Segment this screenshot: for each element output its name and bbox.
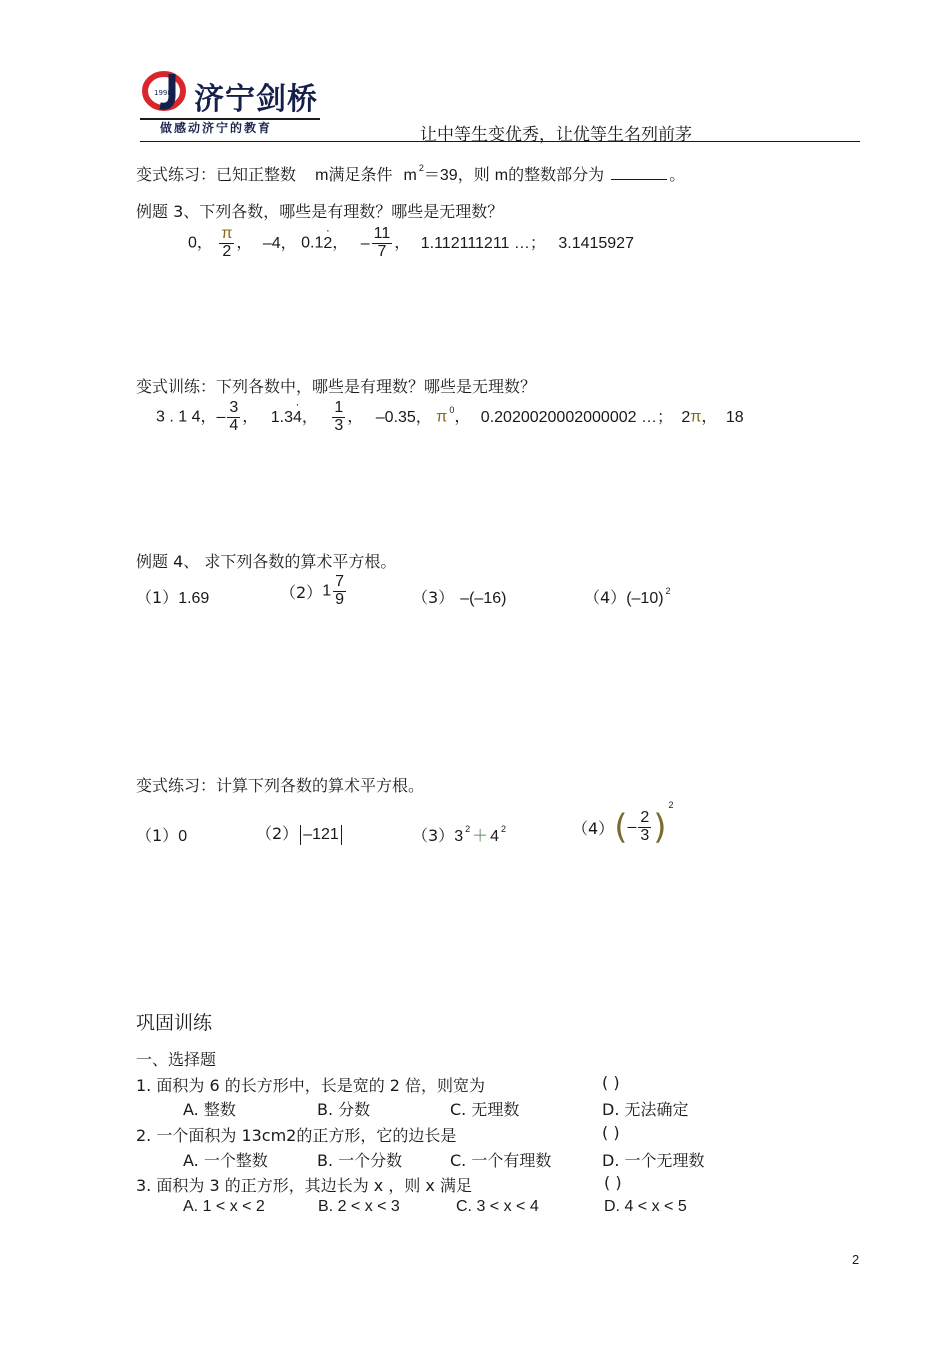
vt-sep2: ， — [347, 408, 364, 426]
practice1-mid: 满足条件 — [328, 165, 393, 184]
logo-year: 1998 — [154, 89, 172, 97]
ex4-q2-int: 1 — [322, 582, 332, 600]
pr2-q4-sign: – — [627, 818, 637, 836]
ex3-fraction-11-over-7 — [372, 226, 393, 261]
pr2-q3-b: 4 — [490, 828, 500, 845]
vt-frac-num: 3 — [229, 399, 239, 416]
practice1-end: 。 — [669, 165, 686, 184]
ex3-frac2-num: 11 — [373, 225, 391, 242]
ex3-rep-int: 0.1 — [301, 234, 324, 252]
vt-item-314: 3 . 1 4， — [156, 408, 217, 426]
ex4-q3-label: （3） — [412, 588, 455, 607]
variant-training-title: 变式训练：下列各数中，哪些是有理数？哪些是无理数？ — [136, 377, 537, 396]
practice1-var-m: m — [315, 167, 329, 184]
pr2-q3-label: （3） — [412, 826, 455, 845]
practice1-suffix: 的整数部分为 — [508, 165, 605, 184]
vt-rep-digit: · 4 — [293, 409, 302, 426]
vt-fraction-1-over-3 — [332, 400, 345, 435]
example4-title: 例题 4、 求下列各数的算术平方根。 — [136, 552, 397, 571]
pr2-q1-label: （1） — [136, 826, 179, 845]
practice1-var-m2: m — [494, 167, 509, 184]
vt-neg-sign: – — [216, 408, 226, 426]
pr2-q3-b-exp: 2 — [501, 824, 507, 834]
practice1-eq-base: m — [403, 167, 417, 184]
ex3-frac2-den: 7 — [377, 242, 387, 260]
ex3-item-neg4: –4， — [262, 234, 297, 252]
consolidation-section: 一、选择题 — [136, 1050, 217, 1069]
abs-bar-right — [341, 825, 342, 845]
question-1-stem: 1. 面积为 6 的长方形中，长是宽的 2 倍，则宽为 — [136, 1076, 486, 1095]
question-2-answer-paren: ( ) — [602, 1123, 620, 1142]
right-paren: ) — [653, 807, 667, 848]
ex3-frac-den: 2 — [222, 242, 232, 260]
ex3-rep-digit: · 2 — [323, 235, 332, 252]
ex4-q3 — [412, 585, 506, 608]
ex4-q2-den: 9 — [335, 590, 344, 608]
vt-coef: 2 — [681, 408, 691, 426]
question-1-option-d: D. 无法确定 — [602, 1100, 689, 1119]
example3-items — [188, 226, 634, 261]
page-number: 2 — [852, 1252, 860, 1267]
pr2-q1 — [136, 823, 187, 846]
ex3-sep: ， — [236, 234, 253, 252]
vt-pi2: π — [690, 408, 702, 426]
ex4-q1-value: 1.69 — [178, 590, 210, 607]
pr2-q2-value: –121 — [303, 826, 339, 843]
vt-pi: π — [436, 408, 448, 426]
ex4-q1 — [136, 585, 209, 608]
ex3-sep2: ， — [394, 234, 411, 252]
ex4-q2-label: （2） — [280, 582, 323, 602]
question-2-option-d: D. 一个无理数 — [602, 1151, 705, 1170]
vt-sep: ， — [242, 408, 259, 426]
question-2-stem: 2. 一个面积为 13cm2的正方形，它的边长是 — [136, 1126, 457, 1145]
ex4-q4-label: （4） — [584, 588, 627, 607]
question-3-answer-paren: ( ) — [604, 1173, 622, 1192]
vt-pi-exp: 0 — [449, 404, 455, 415]
practice2-title: 变式练习：计算下列各数的算术平方根。 — [136, 776, 425, 795]
logo-name: 济宁剑桥 — [194, 82, 318, 117]
variant-training-items — [156, 400, 744, 435]
logo-slogan: 做感动济宁的教育 — [160, 121, 273, 135]
pr2-q4-fraction — [638, 810, 651, 845]
ex3-fraction-pi-over-2 — [219, 226, 234, 261]
pr2-q2 — [256, 821, 344, 845]
example3-title: 例题 3、下列各数，哪些是有理数？哪些是无理数？ — [136, 202, 504, 221]
ex4-q4-value: (–10) — [626, 590, 664, 607]
question-2-option-a: A. 一个整数 — [183, 1151, 268, 1170]
practice1-eq-rhs: ＝39，则 — [423, 167, 490, 184]
logo-emblem-icon — [142, 70, 190, 112]
ex3-frac-num: π — [221, 225, 233, 242]
vt-item-repeating — [271, 409, 318, 426]
pr2-q2-label: （2） — [256, 824, 299, 843]
ex3-rep-sep: ， — [332, 234, 349, 252]
ex4-q4-exp: 2 — [665, 586, 671, 596]
consolidation-title: 巩固训练 — [136, 1012, 213, 1034]
ex3-neg-sign: – — [360, 234, 370, 252]
abs-bar-left — [300, 825, 301, 845]
ex4-q2-fraction — [333, 574, 346, 609]
left-paren: ( — [614, 807, 628, 848]
vt-sep4: ， — [701, 408, 718, 426]
ex3-item-zero: 0， — [188, 234, 213, 252]
vt-fraction-3-over-4 — [227, 400, 240, 435]
ex4-q4 — [584, 585, 671, 608]
practice1-eq-exp: 2 — [418, 163, 424, 173]
pr2-q3-a: 3 — [454, 828, 464, 845]
vt-item-18: 18 — [725, 408, 744, 426]
pr2-q4-label: （4） — [572, 818, 615, 838]
vt-frac-den: 4 — [229, 416, 239, 434]
vt-item-nonrepeating: 0.2020020002000002 …； — [480, 408, 673, 426]
answer-blank — [611, 179, 667, 180]
question-1-option-b: B. 分数 — [317, 1100, 371, 1119]
vt-sep3: ， — [454, 408, 471, 426]
question-3-option-a: A. 1 < x < 2 — [183, 1198, 265, 1215]
header-divider — [140, 141, 860, 142]
question-1-answer-paren: ( ) — [602, 1073, 620, 1092]
practice1-line — [136, 162, 685, 185]
ex3-item-repeating — [301, 235, 348, 252]
pr2-q3 — [412, 823, 506, 846]
pr2-q4-den: 3 — [640, 826, 650, 844]
question-3-option-b: B. 2 < x < 3 — [318, 1198, 400, 1215]
question-2-option-c: C. 一个有理数 — [450, 1151, 552, 1170]
question-3-option-c: C. 3 < x < 4 — [456, 1198, 539, 1215]
question-1-option-a: A. 整数 — [183, 1100, 236, 1119]
pr2-q3-plus: ＋ — [472, 828, 489, 845]
ex4-q1-label: （1） — [136, 588, 179, 607]
pr2-q4-exp: 2 — [668, 799, 674, 810]
question-3-stem: 3. 面积为 3 的正方形，其边长为 x ，则 x 满足 — [136, 1176, 472, 1195]
vt-frac2-num: 1 — [334, 399, 344, 416]
pr2-q4-num: 2 — [640, 809, 650, 826]
question-3-option-d: D. 4 < x < 5 — [604, 1198, 687, 1215]
pr2-q3-a-exp: 2 — [465, 824, 471, 834]
ex4-q2 — [280, 574, 348, 609]
ex4-q3-value: –(–16) — [460, 590, 507, 607]
ex3-item-nonrepeating: 1.112111211 …； — [420, 234, 546, 252]
header-motto: 让中等生变优秀，让优等生名列前茅 — [420, 125, 692, 145]
pr2-q1-value: 0 — [178, 828, 188, 845]
practice1-prefix: 变式练习：已知正整数 — [136, 165, 297, 184]
vt-item-neg035: –0.35， — [375, 408, 432, 426]
pr2-q4 — [572, 799, 674, 848]
question-2-option-b: B. 一个分数 — [317, 1151, 403, 1170]
vt-rep-sep: ， — [301, 408, 318, 426]
vt-frac2-den: 3 — [334, 416, 344, 434]
ex4-q2-num: 7 — [335, 573, 344, 590]
vt-rep-int: 1.3 — [270, 408, 294, 426]
ex3-item-decimal: 3.1415927 — [558, 234, 634, 252]
question-1-option-c: C. 无理数 — [450, 1100, 520, 1119]
